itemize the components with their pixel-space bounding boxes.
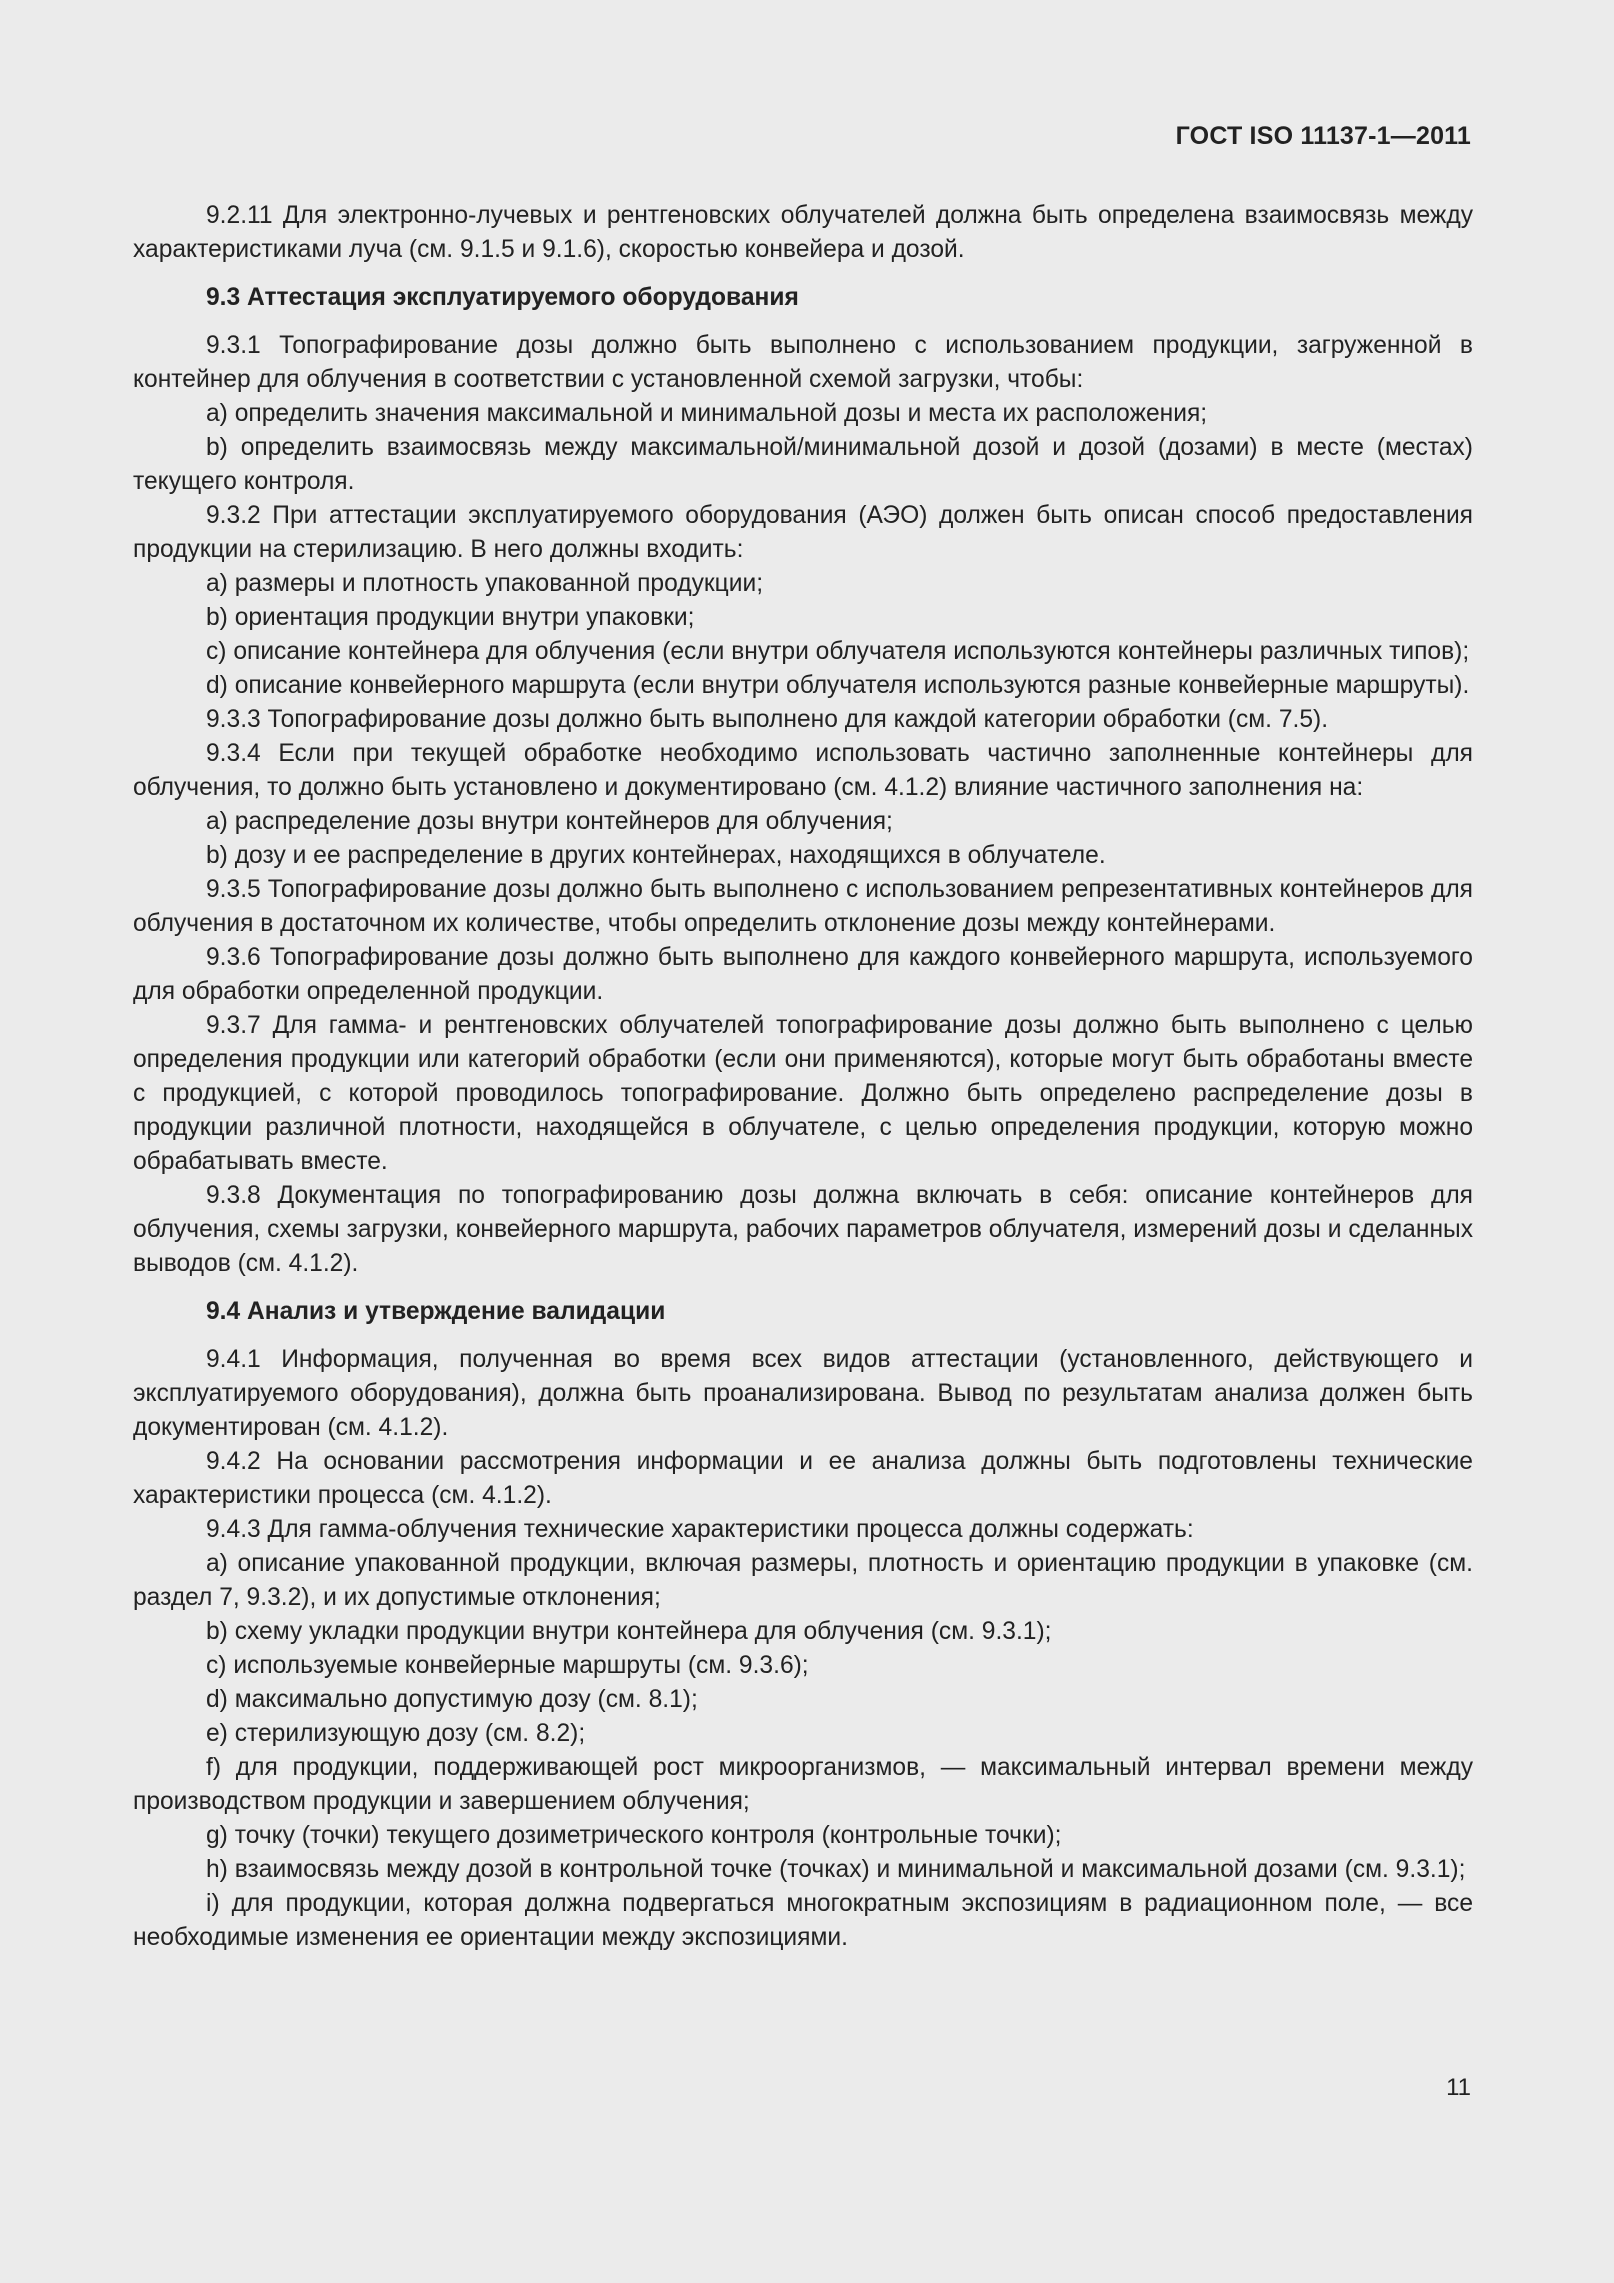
page-number: 11 — [1446, 2074, 1471, 2101]
paragraph: b) определить взаимосвязь между максимальной/минимальной дозой и дозой (дозами) в месте (местах) текущего контроля. — [133, 434, 1473, 495]
paragraph: d) максимально допустимую дозу (см. 8.1); — [206, 1686, 698, 1713]
paragraph: a) определить значения максимальной и минимальной дозы и места их расположения; — [206, 400, 1208, 427]
section-heading: 9.4 Анализ и утверждение валидации — [206, 1298, 666, 1325]
paragraph: 9.2.11 Для электронно-лучевых и рентгеновских облучателей должна быть определена взаимосвязь между характеристиками луча (см. 9.1.5 и 9.1.6), скоростью конвейера и дозой. — [133, 202, 1473, 263]
paragraph: d) описание конвейерного маршрута (если внутри облучателя используются разные конвейерные маршруты). — [206, 672, 1470, 699]
paragraph: 9.3.4 Если при текущей обработке необходимо использовать частично заполненные контейнеры для облучения, то должно быть установлено и документировано (см. 4.1.2) влияние частичного заполнения на: — [133, 740, 1473, 801]
paragraph: i) для продукции, которая должна подвергаться многократным экспозициям в радиационном поле, — все необходимые изменения ее ориентации между экспозициями. — [133, 1890, 1473, 1951]
document-body — [133, 199, 1473, 1955]
paragraph: 9.4.1 Информация, полученная во время всех видов аттестации (установленного, действующего и эксплуатируемого оборудования), должна быть проанализирована. Вывод по результатам анализа должен быть документирован (см. 4.1.2). — [133, 1346, 1473, 1441]
paragraph: c) используемые конвейерные маршруты (см. 9.3.6); — [206, 1652, 809, 1679]
paragraph: 9.3.8 Документация по топографированию дозы должна включать в себя: описание контейнеров для облучения, схемы загрузки, конвейерного маршрута, рабочих параметров облучателя, измерений дозы и сделанных выводов (см. 4.1.2). — [133, 1182, 1473, 1277]
paragraph: 9.3.7 Для гамма- и рентгеновских облучателей топографирование дозы должно быть выполнено с целью определения продукции или категорий обработки (если они применяются), которые могут быть обработаны вместе с продукцией, с которой проводилось топографирование. Должно быть определено распределение дозы в продукции различной плотности, находящейся в облучателе, с целью определения продукции, которую можно обрабатывать вместе. — [133, 1012, 1473, 1175]
paragraph: 9.3.6 Топографирование дозы должно быть выполнено для каждого конвейерного маршрута, используемого для обработки определенной продукции. — [133, 944, 1473, 1005]
paragraph: 9.4.2 На основании рассмотрения информации и ее анализа должны быть подготовлены технические характеристики процесса (см. 4.1.2). — [133, 1448, 1473, 1509]
paragraph: a) размеры и плотность упакованной продукции; — [206, 570, 764, 597]
paragraph: a) описание упакованной продукции, включая размеры, плотность и ориентацию продукции в упаковке (см. раздел 7, 9.3.2), и их допустимые отклонения; — [133, 1550, 1473, 1611]
document-header-id: ГОСТ ISO 11137-1—2011 — [1175, 122, 1471, 150]
paragraph: 9.3.1 Топографирование дозы должно быть выполнено с использованием продукции, загруженной в контейнер для облучения в соответствии с установленной схемой загрузки, чтобы: — [133, 332, 1473, 393]
paragraph: 9.3.3 Топографирование дозы должно быть выполнено для каждой категории обработки (см. 7.5). — [206, 706, 1329, 733]
paragraph: b) ориентация продукции внутри упаковки; — [206, 604, 695, 631]
paragraph: f) для продукции, поддерживающей рост микроорганизмов, — максимальный интервал времени между производством продукции и завершением облучения; — [133, 1754, 1473, 1815]
paragraph: b) дозу и ее распределение в других контейнерах, находящихся в облучателе. — [206, 842, 1106, 869]
paragraph: h) взаимосвязь между дозой в контрольной точке (точках) и минимальной и максимальной дозами (см. 9.3.1); — [206, 1856, 1466, 1883]
paragraph: b) схему укладки продукции внутри контейнера для облучения (см. 9.3.1); — [206, 1618, 1052, 1645]
paragraph: e) стерилизующую дозу (см. 8.2); — [206, 1720, 586, 1747]
section-heading: 9.3 Аттестация эксплуатируемого оборудования — [206, 284, 799, 311]
paragraph: 9.3.2 При аттестации эксплуатируемого оборудования (АЭО) должен быть описан способ предоставления продукции на стерилизацию. В него должны входить: — [133, 502, 1473, 563]
paragraph: a) распределение дозы внутри контейнеров для облучения; — [206, 808, 893, 835]
paragraph: 9.4.3 Для гамма-облучения технические характеристики процесса должны содержать: — [206, 1516, 1194, 1543]
paragraph: g) точку (точки) текущего дозиметрического контроля (контрольные точки); — [206, 1822, 1062, 1849]
paragraph: c) описание контейнера для облучения (если внутри облучателя используются контейнеры различных типов); — [206, 638, 1470, 665]
paragraph: 9.3.5 Топографирование дозы должно быть выполнено с использованием репрезентативных контейнеров для облучения в достаточном их количестве, чтобы определить отклонение дозы между контейнерами. — [133, 876, 1473, 937]
